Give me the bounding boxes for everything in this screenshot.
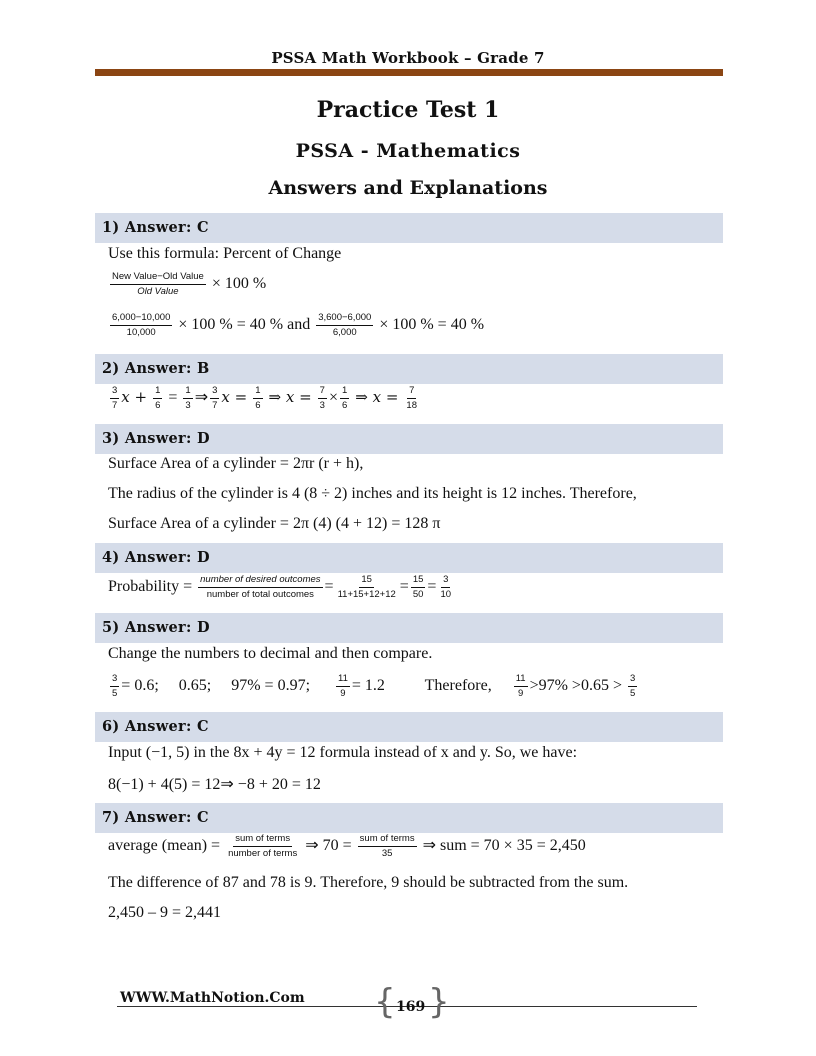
- q1-formula-text: Use this formula: Percent of Change: [108, 245, 342, 262]
- q2-equation: $\frac{3}{7}$ x + $\frac{1}{6}$ = $\frac{1}{3}$ ⇒ $\frac{3}{7}$ x = $\frac{1}{6}$ ⇒ x = $\frac{7}{3}$ × $\frac{1}{6}$ ⇒ x = $\frac{7}{18}$: [112, 385, 417, 411]
- footer-website[interactable]: WWW.MathNotion.Com: [120, 990, 305, 1006]
- q1-formula: $\frac{\text{New Value−Old Value}}{\text{Old Value}}$ × 100 %: [112, 271, 267, 297]
- answer-band-1: 1) Answer: C: [95, 213, 723, 243]
- fraction: $\frac{6,000-10,000}{10,000}$: [112, 312, 171, 338]
- q3-line-3: Surface Area of a cylinder = 2π (4) (4 + 12) = 128 π: [108, 515, 441, 532]
- section-title: Answers and Explanations: [268, 177, 548, 199]
- q4-probability: Probability = $\frac{\text{number of desired outcomes}}{\text{number of total outcomes}}$ = $\frac{15}{11+15+12+12}$ = $\frac{15}{50}$ = $\frac{3}{10}$: [108, 574, 452, 600]
- right-brace-icon: }: [428, 982, 450, 1022]
- fraction: $\frac{\text{New Value−Old Value}}{\text{Old Value}}$: [112, 271, 204, 297]
- q7-line-2: The difference of 87 and 78 is 9. Therefore, 9 should be subtracted from the sum.: [108, 874, 629, 891]
- q6-line-2: 8(−1) + 4(5) = 12⇒ −8 + 20 = 12: [108, 776, 321, 793]
- page-subtitle: PSSA - Mathematics: [295, 140, 521, 162]
- running-header: PSSA Math Workbook – Grade 7: [271, 49, 545, 67]
- answer-band-7: 7) Answer: C: [95, 803, 723, 833]
- header-rule: [95, 69, 723, 76]
- q3-line-1: Surface Area of a cylinder = 2πr (r + h),: [108, 455, 364, 472]
- q7-line-3: 2,450 – 9 = 2,441: [108, 904, 222, 921]
- answer-band-3: 3) Answer: D: [95, 424, 723, 454]
- q7-mean: average (mean) = $\frac{\text{sum of terms}}{\text{number of terms}}$ ⇒ 70 = $\frac{\text{sum of terms}}{35}$ ⇒ sum = 70 × 35 = 2,450: [108, 833, 586, 859]
- answer-band-5: 5) Answer: D: [95, 613, 723, 643]
- q5-comparison: $\frac{3}{5}$ = 0.6; 0.65; 97% = 0.97; $\frac{11}{9}$ = 1.2 Therefore, $\frac{11}{9}$ >97% >0.65 > $\frac{3}{5}$: [112, 673, 636, 699]
- page-title: Practice Test 1: [316, 97, 500, 123]
- q6-line-1: Input (−1, 5) in the 8x + 4y = 12 formula instead of x and y. So, we have:: [108, 744, 578, 761]
- left-brace-icon: {: [374, 982, 396, 1022]
- q3-line-2: The radius of the cylinder is 4 (8 ÷ 2) inches and its height is 12 inches. Therefore,: [108, 485, 637, 502]
- q5-line-1: Change the numbers to decimal and then compare.: [108, 645, 433, 662]
- fraction: $\frac{3,600-6,000}{6,000}$: [318, 312, 372, 338]
- answer-band-2: 2) Answer: B: [95, 354, 723, 384]
- q1-calculation: $\frac{6,000-10,000}{10,000}$ × 100 % = 40 % and $\frac{3,600-6,000}{6,000}$ × 100 % = 40 %: [112, 312, 485, 338]
- page-number: 169: [396, 999, 426, 1015]
- answer-band-4: 4) Answer: D: [95, 543, 723, 573]
- answer-band-6: 6) Answer: C: [95, 712, 723, 742]
